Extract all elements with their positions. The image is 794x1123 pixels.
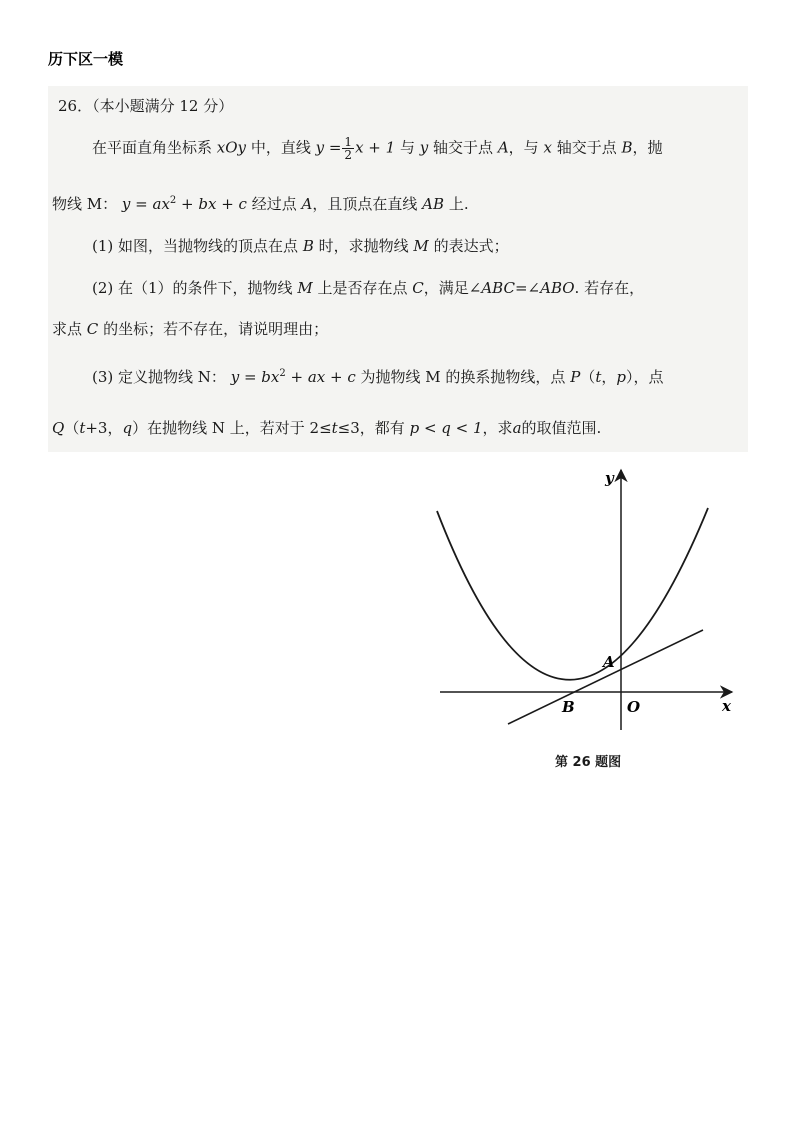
math: M bbox=[413, 237, 429, 255]
text: =∠ bbox=[514, 279, 541, 297]
math: C bbox=[412, 279, 424, 297]
text: ≤3，都有 bbox=[337, 419, 405, 437]
math: q bbox=[122, 419, 133, 437]
text: 上是否存在点 bbox=[317, 279, 408, 297]
math: + ax + c bbox=[285, 368, 356, 386]
parabola-m bbox=[437, 508, 708, 680]
math: t bbox=[595, 368, 602, 386]
math: AB bbox=[422, 195, 445, 213]
text: ，与 bbox=[508, 138, 539, 157]
text: 轴交于点 bbox=[433, 138, 494, 157]
math: y = ax bbox=[121, 195, 170, 213]
math: ABC bbox=[481, 279, 515, 297]
figure-caption: 第 26 题图 bbox=[555, 755, 622, 770]
text: （ bbox=[64, 419, 80, 437]
text: 与 bbox=[399, 138, 415, 157]
math: ABO bbox=[540, 279, 575, 297]
math: y bbox=[419, 138, 429, 157]
text: ，满足∠ bbox=[423, 279, 482, 297]
text: 的表达式； bbox=[433, 237, 509, 255]
text: (1) 如图，当抛物线的顶点在点 bbox=[92, 237, 299, 255]
superscript: 2 bbox=[169, 195, 177, 206]
exam-header: 历下区一模 bbox=[48, 50, 124, 68]
text: . 若存在， bbox=[574, 279, 645, 297]
math: t bbox=[331, 419, 338, 437]
superscript: 2 bbox=[279, 368, 286, 379]
text: 的取值范围. bbox=[521, 419, 602, 437]
text: 的坐标；若不存在，请说明理由； bbox=[103, 320, 329, 338]
math: A bbox=[497, 138, 509, 157]
text: 为抛物线 M 的换系抛物线，点 bbox=[360, 368, 566, 386]
y-axis-label: y bbox=[605, 469, 614, 487]
text: ，抛 bbox=[632, 138, 663, 157]
text: (2) 在（1）的条件下，抛物线 bbox=[92, 279, 293, 297]
x-axis-label: x bbox=[722, 697, 731, 715]
math: x + 1 bbox=[355, 138, 396, 157]
math: C bbox=[86, 320, 99, 338]
text: ），点 bbox=[625, 368, 664, 386]
text: （ bbox=[580, 368, 596, 386]
math: xOy bbox=[216, 138, 247, 157]
math: t bbox=[79, 419, 86, 437]
math: p bbox=[616, 368, 626, 386]
origin-label: O bbox=[627, 698, 641, 716]
problem-heading: 26．（本小题满分 12 分） bbox=[58, 97, 234, 115]
math: B bbox=[302, 237, 314, 255]
math: B bbox=[621, 138, 633, 157]
text: 经过点 bbox=[251, 195, 297, 213]
text: ， bbox=[601, 368, 617, 386]
math: a bbox=[512, 419, 522, 437]
numerator: 1 bbox=[344, 135, 353, 149]
text: 轴交于点 bbox=[556, 138, 617, 157]
math: P bbox=[570, 368, 581, 386]
text: ，求 bbox=[482, 419, 513, 437]
text: 在平面直角坐标系 bbox=[92, 138, 213, 157]
math: y = bx bbox=[230, 368, 280, 386]
point-a-label: A bbox=[603, 653, 615, 671]
math: x bbox=[543, 138, 552, 157]
text: +3， bbox=[85, 419, 123, 437]
text: ）在抛物线 N 上，若对于 2≤ bbox=[132, 419, 332, 437]
text: ，且顶点在直线 bbox=[312, 195, 418, 213]
text: 物线 M： bbox=[52, 195, 118, 213]
text: (3) 定义抛物线 N： bbox=[92, 368, 226, 386]
text: 上. bbox=[448, 195, 469, 213]
point-b-label: B bbox=[562, 698, 575, 716]
math: M bbox=[297, 279, 313, 297]
text: 求点 bbox=[52, 320, 83, 338]
math: p < q < 1 bbox=[409, 419, 483, 437]
text: 中，直线 bbox=[250, 138, 311, 157]
math: y = bbox=[315, 138, 342, 157]
math: A bbox=[301, 195, 313, 213]
line-ab bbox=[508, 630, 703, 724]
text: 时，求抛物线 bbox=[318, 237, 409, 255]
math: + bx + c bbox=[176, 195, 247, 213]
math: Q bbox=[52, 419, 65, 437]
denominator: 2 bbox=[344, 148, 353, 162]
